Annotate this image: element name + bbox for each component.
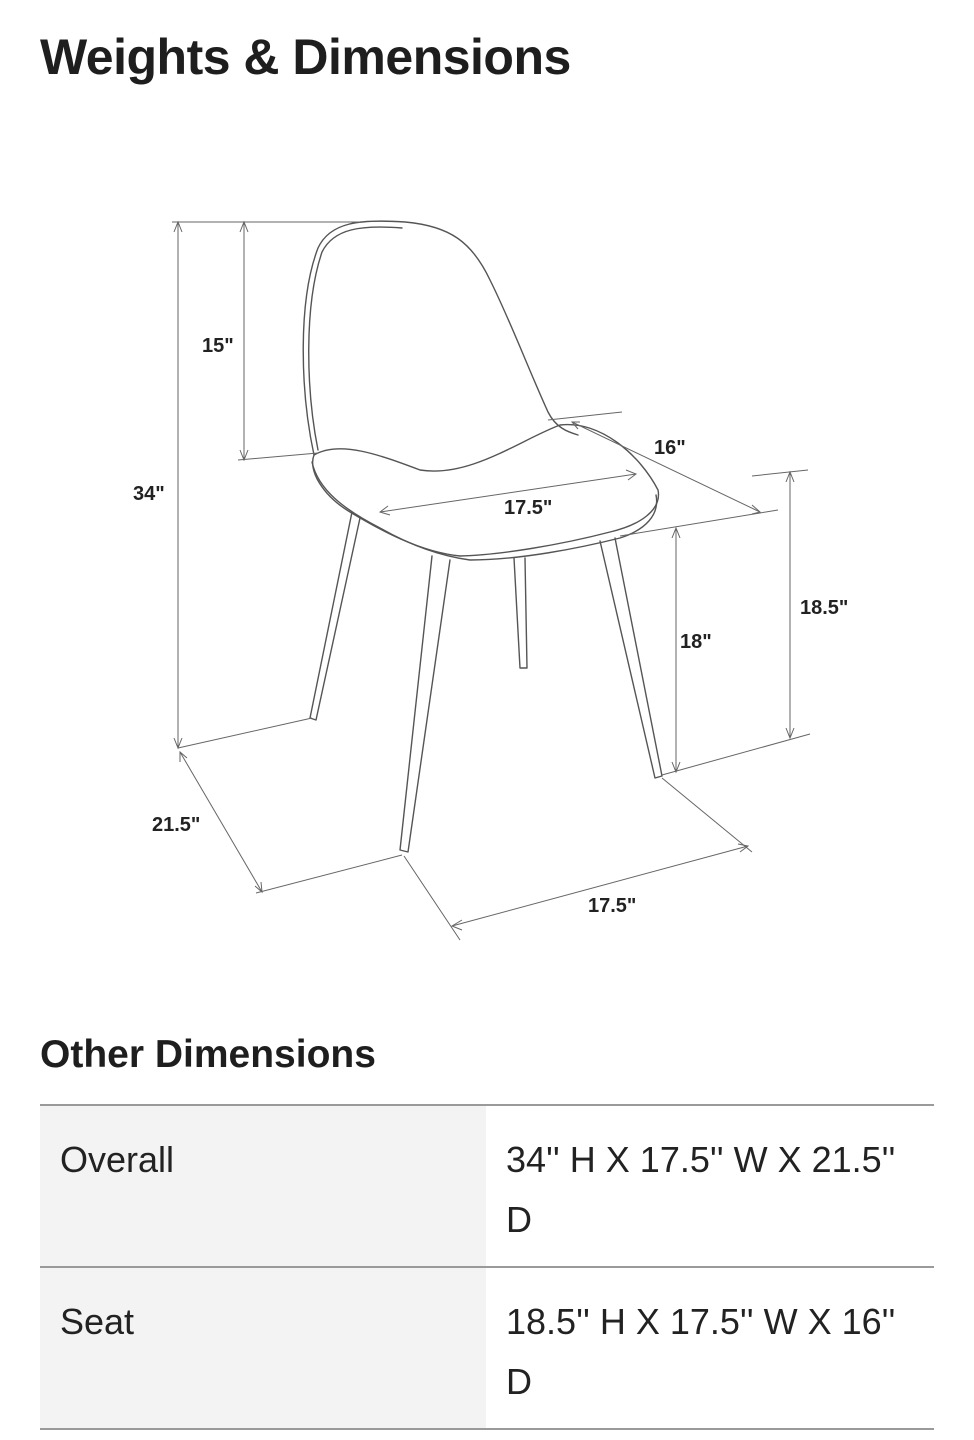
page-title: Weights & Dimensions — [40, 29, 571, 85]
dimension-labels — [133, 335, 848, 917]
table-row — [40, 1267, 934, 1429]
dimension-key: Seat — [40, 1267, 486, 1429]
chair-leg-back-right — [514, 558, 527, 668]
dimension-lines — [172, 222, 810, 940]
label-back-height: 15" — [202, 335, 234, 357]
chair-leg-back-left — [310, 512, 360, 720]
chair-seat-top — [313, 425, 659, 556]
chair-leg-front-left — [400, 556, 450, 852]
label-overall-width: 17.5" — [588, 895, 637, 917]
dimensions-table — [40, 1104, 934, 1430]
dimension-value: 34'' H X 17.5'' W X 21.5'' D — [486, 1105, 934, 1267]
label-seat-height-front: 18" — [680, 631, 712, 653]
chair-seat-edge — [312, 462, 657, 560]
chair-back-outline — [303, 221, 578, 455]
label-seat-depth: 16" — [654, 437, 686, 459]
chair-diagram-svg — [0, 180, 974, 960]
chair-back-inner — [309, 227, 402, 450]
other-dimensions-heading: Other Dimensions — [40, 1033, 376, 1076]
table-row — [40, 1105, 934, 1267]
dimension-value: 18.5'' H X 17.5'' W X 16'' D — [486, 1267, 934, 1429]
label-seat-height-back: 18.5" — [800, 597, 849, 619]
label-overall-depth: 21.5" — [152, 814, 201, 836]
chair-leg-front-right — [600, 538, 662, 778]
label-seat-width: 17.5" — [504, 497, 553, 519]
dimension-key: Overall — [40, 1105, 486, 1267]
chair-dimension-diagram — [0, 180, 974, 960]
label-overall-height: 34" — [133, 483, 165, 505]
